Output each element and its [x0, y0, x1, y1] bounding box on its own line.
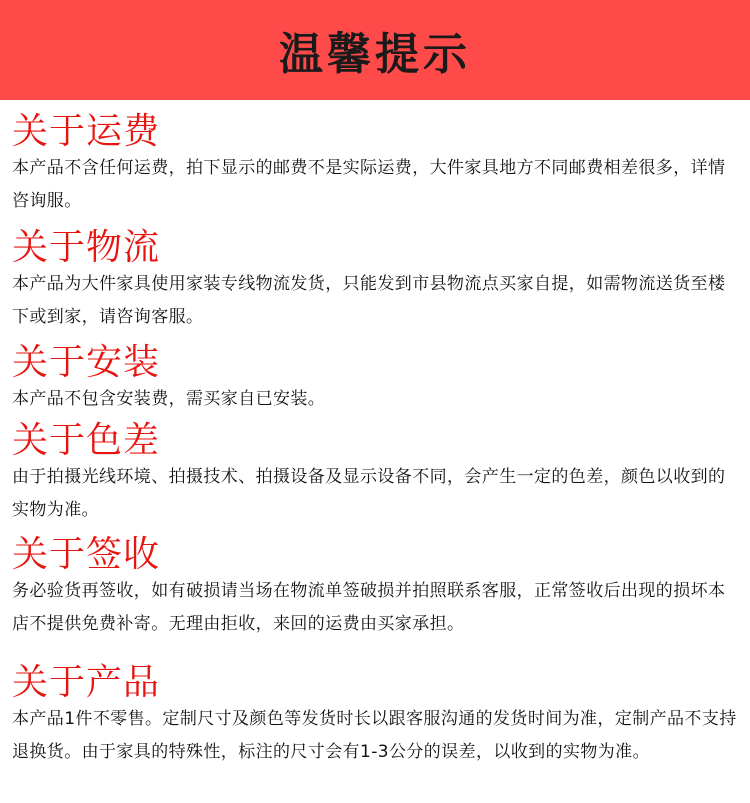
section-installation	[12, 343, 742, 416]
section-title-receipt: 关于签收	[12, 534, 161, 575]
section-receipt	[12, 535, 742, 641]
section-body-installation: 本产品不包含安装费，需买家自已安装。	[12, 389, 326, 409]
section-body-shipping-fee: 本产品不含任何运费，拍下显示的邮费不是实际运费，大件家具地方不同邮费相差很多，详情咨询服。	[12, 158, 726, 211]
section-body-color-difference: 由于拍摄光线环境、拍摄技术、拍摄设备及显示设备不同，会产生一定的色差，颜色以收到的实物为准。	[12, 467, 726, 520]
header-banner	[0, 0, 750, 100]
section-body-receipt: 务必验货再签收，如有破损请当场在物流单签破损并拍照联系客服，正常签收后出现的损坏本店不提供免费补寄。无理由拒收，来回的运费由买家承担。	[12, 581, 726, 634]
section-body-product: 本产品1件不零售。定制尺寸及颜色等发货时长以跟客服沟通的发货时间为准，定制产品不支持退换货。由于家具的特殊性，标注的尺寸会有1-3公分的误差，以收到的实物为准。	[12, 709, 737, 762]
section-product	[12, 663, 742, 769]
section-body-logistics: 本产品为大件家具使用家装专线物流发货，只能发到市县物流点买家自提，如需物流送货至楼下或到家，请咨询客服。	[12, 274, 726, 327]
section-color-difference	[12, 421, 742, 527]
section-title-shipping-fee: 关于运费	[12, 111, 161, 152]
section-title-installation: 关于安装	[12, 342, 161, 383]
section-logistics	[12, 228, 742, 334]
page-title: 温馨提示	[279, 29, 471, 80]
section-title-color-difference: 关于色差	[12, 420, 161, 461]
section-title-product: 关于产品	[12, 662, 161, 703]
section-title-logistics: 关于物流	[12, 227, 161, 268]
section-shipping-fee	[12, 112, 742, 218]
